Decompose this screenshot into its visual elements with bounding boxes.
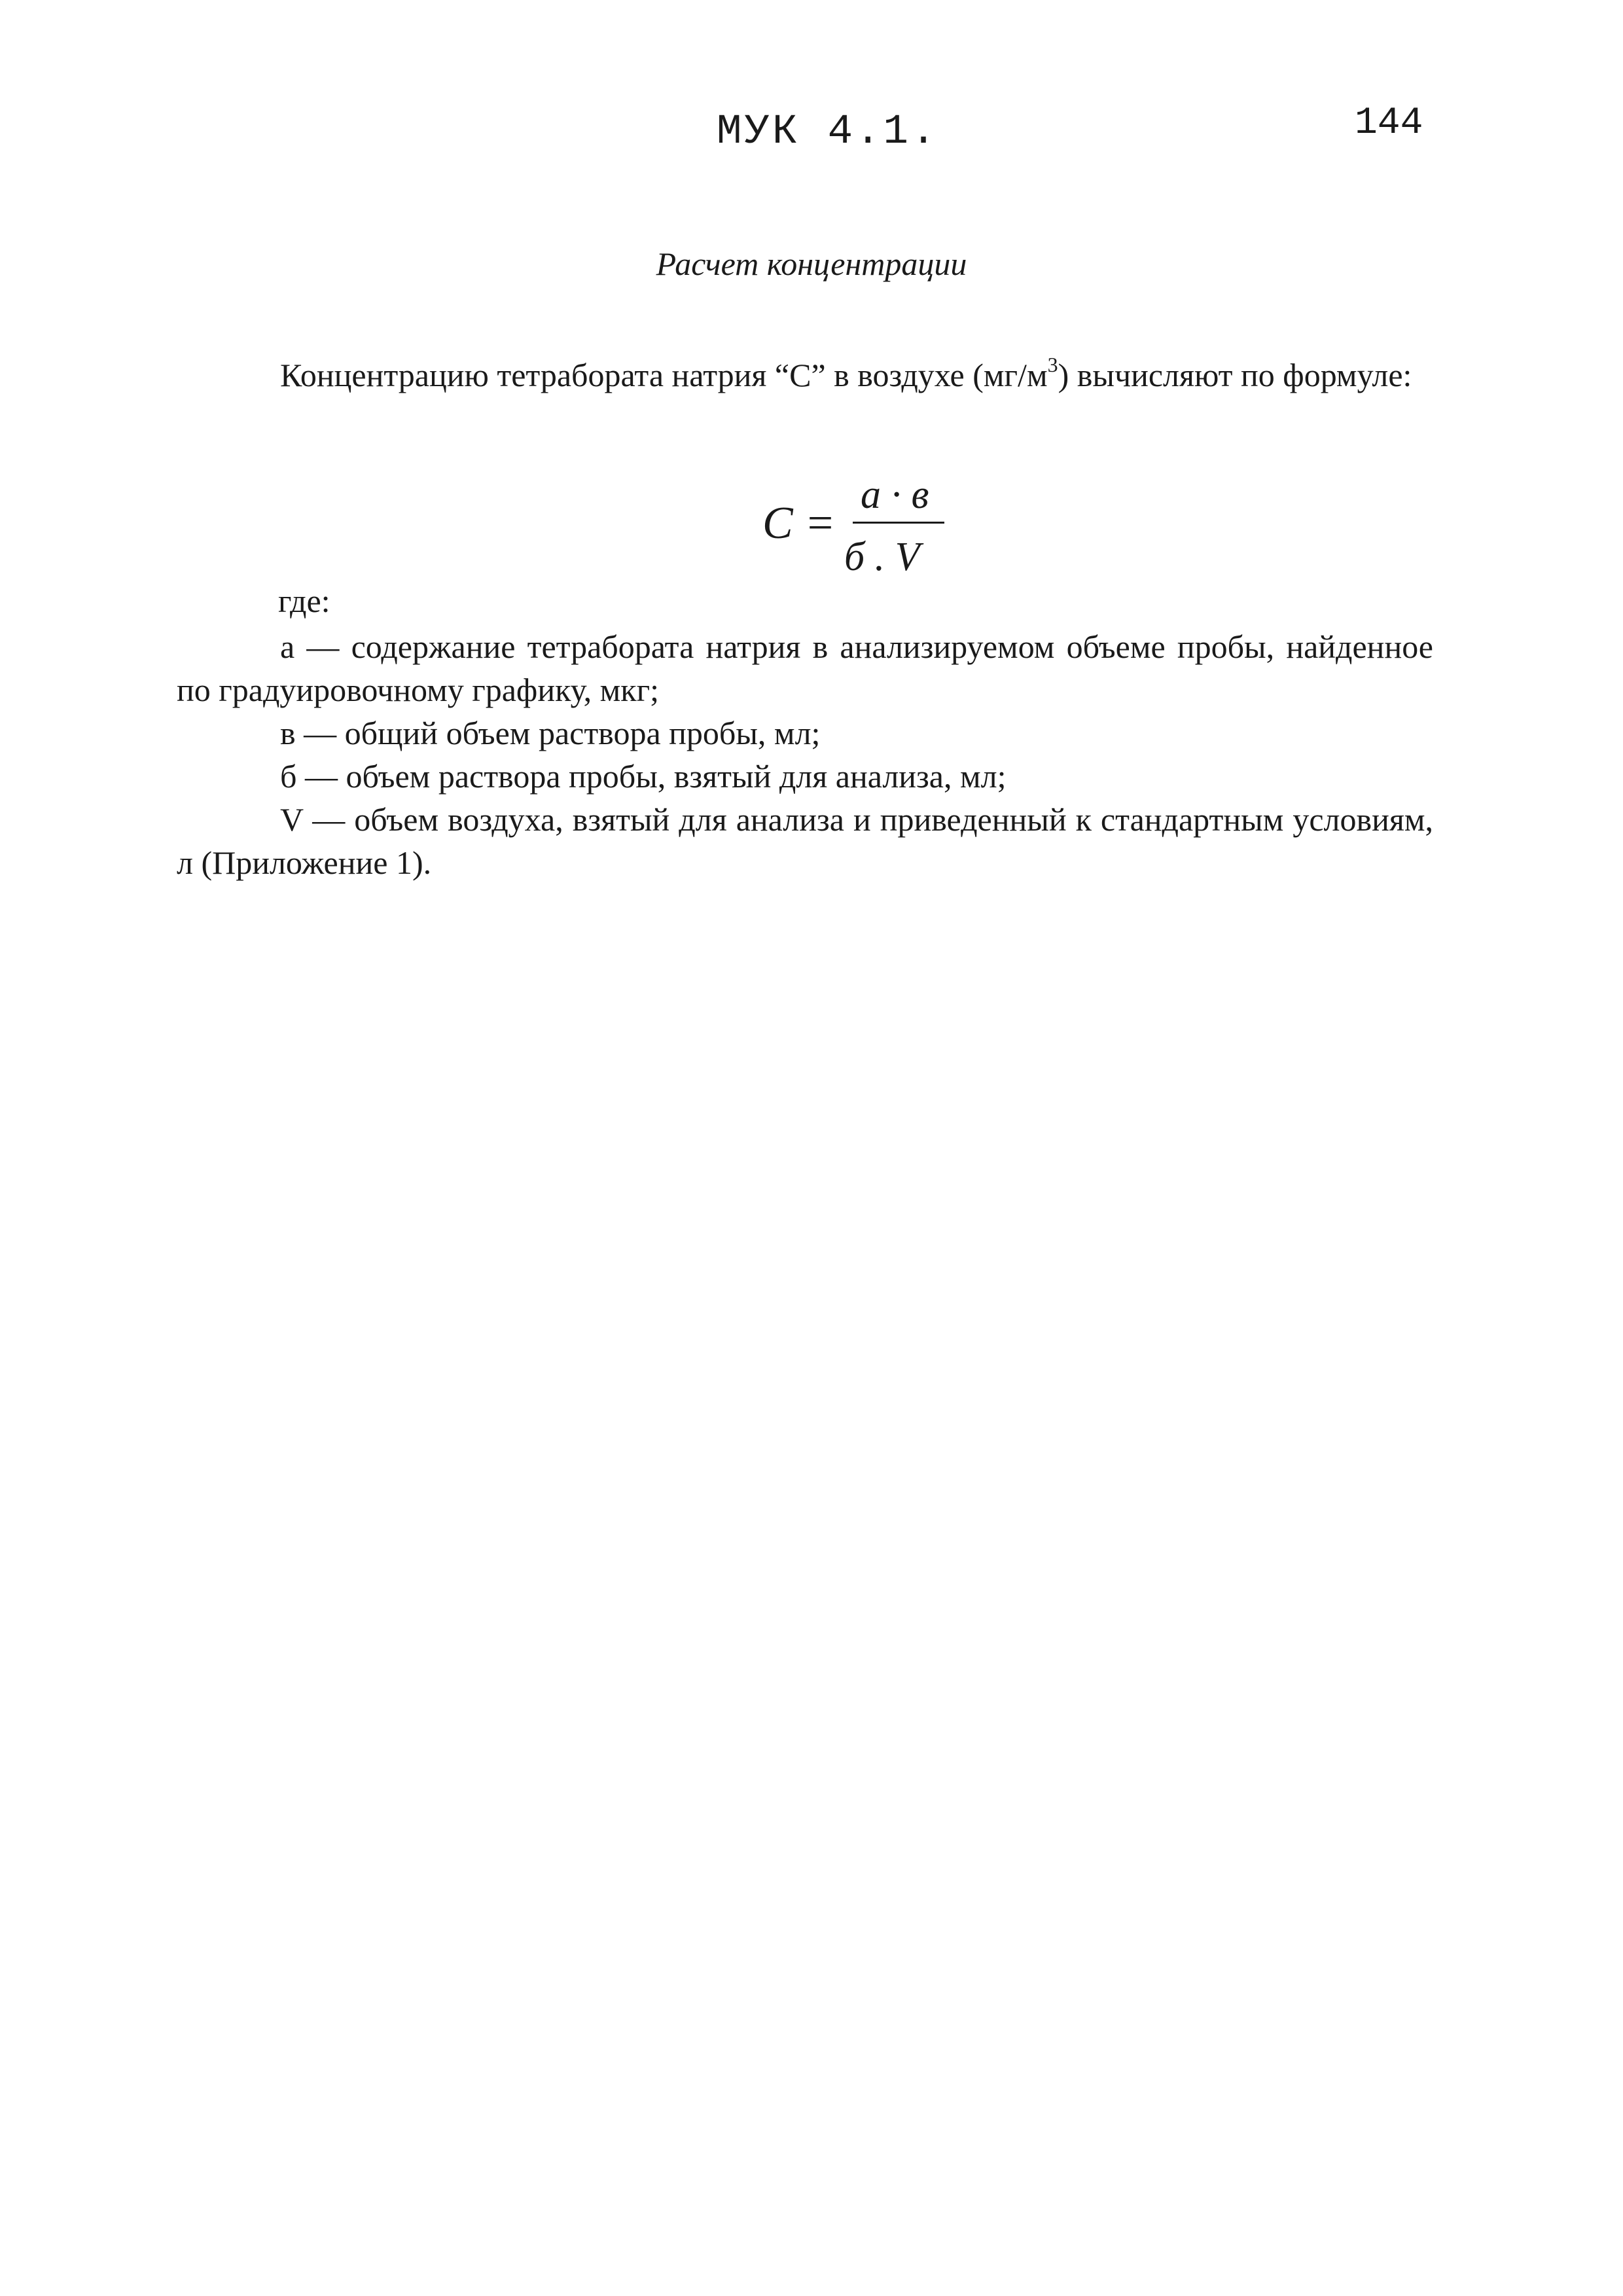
- page-number: 144: [1355, 102, 1423, 145]
- concentration-formula: [762, 475, 959, 592]
- intro-superscript: 3: [1047, 353, 1058, 376]
- document-code: МУК 4.1.: [717, 109, 939, 156]
- definition-b: б — объем раствора пробы, взятый для анализа, мл;: [280, 758, 1007, 795]
- formula-denominator: б . V: [844, 535, 920, 579]
- definition-volume: V — объем воздуха, взятый для анализа и приведенный к стандартным условиям, л (Приложение 1).: [177, 801, 1433, 881]
- intro-paragraph: [177, 353, 1433, 397]
- intro-text-before: Концентрацию тетрабората натрия “С” в воздухе (мг/м: [280, 357, 1048, 393]
- formula-fraction-bar: [853, 522, 944, 524]
- section-title: Расчет концентрации: [656, 245, 967, 282]
- definition-v: в — общий объем раствора пробы, мл;: [280, 715, 821, 751]
- where-label: где:: [278, 583, 330, 619]
- formula-lhs: С =: [762, 498, 836, 548]
- intro-text-after: ) вычисляют по формуле:: [1058, 357, 1412, 393]
- formula-numerator: а · в: [861, 473, 929, 517]
- definition-a: а — содержание тетрабората натрия в анализируемом объеме пробы, найденное по градуировочному графику, мкг;: [177, 628, 1433, 708]
